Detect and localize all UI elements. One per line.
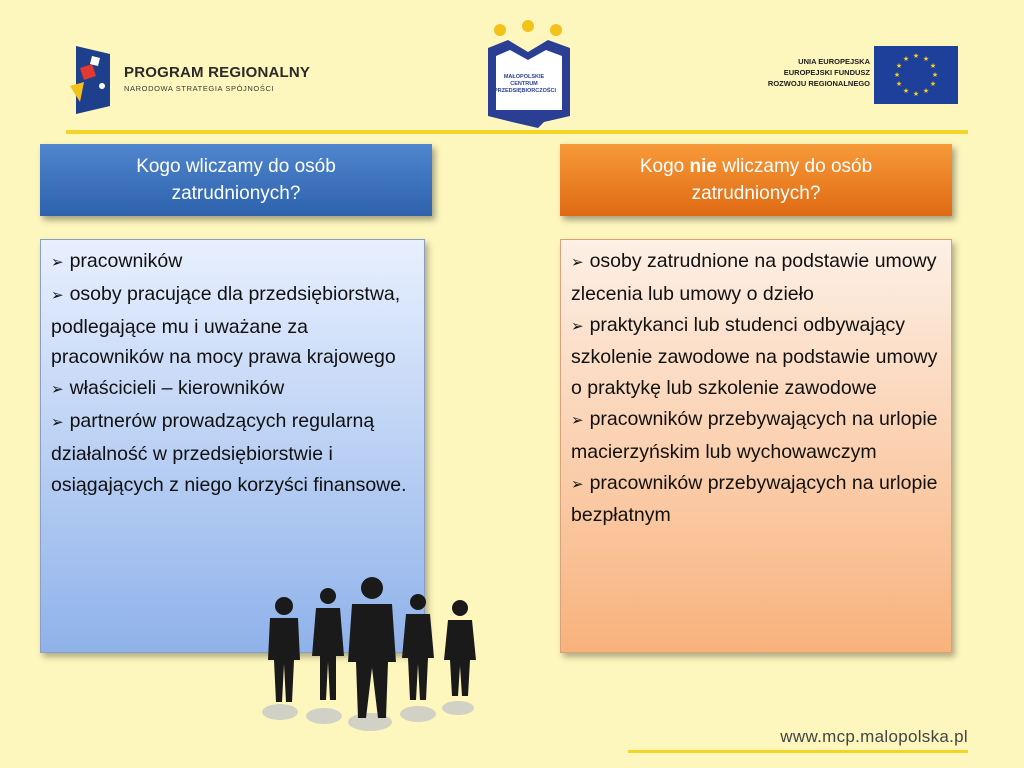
- list-item-text: właścicieli – kierowników: [69, 377, 285, 400]
- svg-text:★: ★: [922, 87, 930, 95]
- mcp-logo: [478, 18, 578, 130]
- svg-text:★: ★: [931, 71, 939, 79]
- arrow-bullet-icon: ➢: [51, 286, 64, 304]
- list-item: [51, 279, 414, 373]
- list-item-text: pracowników przebywających na urlopie macierzyńskim lub wychowawczym: [571, 407, 938, 463]
- eu-line-3: ROZWOJU REGIONALNEGO: [767, 79, 870, 88]
- list-item: [571, 246, 941, 310]
- program-regionalny-subtitle: NARODOWA STRATEGIA SPÓJNOŚCI: [124, 84, 275, 93]
- arrow-bullet-icon: ➢: [51, 413, 64, 431]
- left-header-line1: Kogo wliczamy do osób: [136, 156, 336, 177]
- list-item: [51, 406, 414, 500]
- mcp-logo-text: [494, 74, 557, 95]
- list-item-text: partnerów prowadzących regularną działalność w przedsiębiorstwie i osiągających z niego korzyści finansowe.: [51, 409, 407, 496]
- svg-text:★: ★: [922, 55, 930, 63]
- list-item: [51, 246, 414, 279]
- list-item: [51, 373, 414, 406]
- eu-line-1: UNIA EUROPEJSKA: [798, 57, 870, 66]
- svg-text:★: ★: [929, 80, 937, 88]
- svg-text:★: ★: [902, 55, 910, 63]
- list-item: [571, 468, 941, 532]
- left-header: [40, 144, 432, 216]
- program-regionalny-logo: [70, 46, 330, 116]
- mcp-line-3: PRZEDSIĘBIORCZOŚCI: [494, 88, 557, 94]
- right-header-pre: Kogo: [639, 156, 685, 177]
- list-item-text: pracowników: [69, 250, 183, 272]
- arrow-bullet-icon: ➢: [571, 475, 584, 493]
- right-header-line1: [640, 153, 872, 180]
- bottom-divider: [628, 750, 968, 753]
- program-regionalny-title: PROGRAM REGIONALNY: [124, 64, 311, 81]
- list-item-text: pracowników przebywających na urlopie bezpłatnym: [571, 471, 938, 527]
- svg-text:★: ★: [912, 90, 920, 98]
- footer-url[interactable]: www.mcp.malopolska.pl: [780, 727, 968, 746]
- program-regionalny-flag-icon: [70, 46, 118, 114]
- eu-flag-icon: [874, 46, 958, 104]
- mcp-line-1: MAŁOPOLSKIE: [503, 74, 545, 80]
- mcp-line-2: CENTRUM: [510, 81, 538, 87]
- arrow-bullet-icon: ➢: [571, 254, 584, 271]
- list-item-text: osoby zatrudnione na podstawie umowy zlecenia lub umowy o dzieło: [571, 250, 937, 305]
- svg-text:★: ★: [895, 62, 903, 70]
- list-item-text: praktykanci lub studenci odbywający szkolenie zawodowe na podstawie umowy o praktykę lub szkolenie zawodowe: [571, 313, 938, 400]
- svg-text:★: ★: [929, 62, 937, 70]
- arrow-bullet-icon: ➢: [571, 317, 584, 335]
- eu-line-2: EUROPEJSKI FUNDUSZ: [783, 68, 870, 77]
- left-header-line2: zatrudnionych?: [171, 183, 301, 204]
- top-divider: [66, 130, 968, 134]
- business-people-silhouettes: [258, 576, 484, 768]
- svg-text:★: ★: [895, 80, 903, 88]
- list-item: [571, 404, 941, 468]
- right-header-post: wliczamy do osób: [722, 156, 873, 177]
- right-header: [560, 144, 952, 216]
- arrow-bullet-icon: ➢: [51, 254, 64, 271]
- right-header-line2: zatrudnionych?: [691, 183, 821, 204]
- svg-text:★: ★: [893, 71, 901, 79]
- list-item-text: osoby pracujące dla przedsiębiorstwa, podlegające mu i uważane za pracowników na mocy prawa krajowego: [51, 282, 401, 369]
- arrow-bullet-icon: ➢: [51, 381, 64, 399]
- eu-text: [768, 56, 870, 89]
- list-item: [571, 310, 941, 404]
- right-content-box: [560, 239, 952, 653]
- arrow-bullet-icon: ➢: [571, 411, 584, 429]
- svg-text:★: ★: [912, 52, 920, 60]
- eu-logo: [740, 44, 962, 108]
- right-header-bold: nie: [689, 156, 717, 177]
- svg-text:★: ★: [902, 87, 910, 95]
